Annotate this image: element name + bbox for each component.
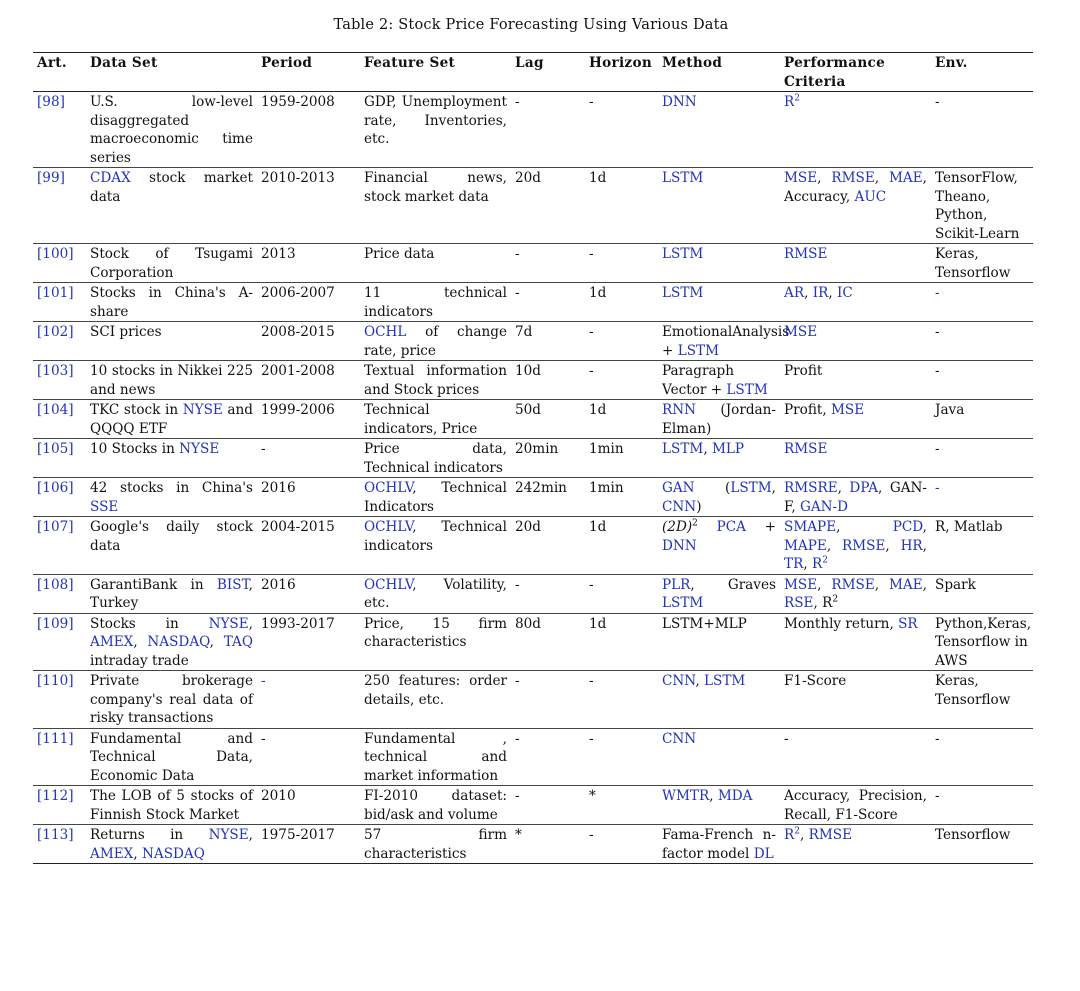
cell-method: LSTM xyxy=(658,283,780,322)
cell-performance: - xyxy=(780,728,931,786)
header-horizon: Horizon xyxy=(585,53,658,92)
cell-art[interactable]: [101] xyxy=(33,283,86,322)
cell-lag: * xyxy=(511,825,585,864)
cell-env: R, Matlab xyxy=(931,517,1033,575)
cell-period: 2010 xyxy=(257,786,360,825)
cell-dataset: 10 stocks in Nikkei 225 and news xyxy=(86,361,257,400)
cell-method: LSTM xyxy=(658,244,780,283)
cell-art[interactable]: [100] xyxy=(33,244,86,283)
cell-horizon: - xyxy=(585,322,658,361)
cell-features: Price data xyxy=(360,244,511,283)
cell-env: Keras, Tensorflow xyxy=(931,671,1033,729)
cell-lag: 20d xyxy=(511,168,585,244)
cell-features: 57 firm characteristics xyxy=(360,825,511,864)
cell-env: - xyxy=(931,322,1033,361)
cell-art[interactable]: [102] xyxy=(33,322,86,361)
cell-features: Price data, Technical indicators xyxy=(360,439,511,478)
cell-method: Paragraph Vector + LSTM xyxy=(658,361,780,400)
table-row xyxy=(33,728,1033,786)
cell-dataset: 10 Stocks in NYSE xyxy=(86,439,257,478)
cell-art[interactable]: [99] xyxy=(33,168,86,244)
cell-art[interactable]: [104] xyxy=(33,400,86,439)
cell-env: - xyxy=(931,361,1033,400)
cell-env: - xyxy=(931,728,1033,786)
cell-art[interactable]: [105] xyxy=(33,439,86,478)
cell-lag: - xyxy=(511,728,585,786)
cell-performance: MSE xyxy=(780,322,931,361)
cell-lag: - xyxy=(511,671,585,729)
cell-dataset: SCI prices xyxy=(86,322,257,361)
cell-period: 2016 xyxy=(257,574,360,613)
cell-period: 2004-2015 xyxy=(257,517,360,575)
cell-method: LSTM+MLP xyxy=(658,613,780,671)
cell-features: GDP, Unemployment rate, Inventories, etc. xyxy=(360,92,511,168)
cell-performance: SMAPE, PCD, MAPE, RMSE, HR, TR, $R^2$ xyxy=(780,517,931,575)
header-features: Feature Set xyxy=(360,53,511,92)
cell-features: 11 technical indicators xyxy=(360,283,511,322)
cell-env: Java xyxy=(931,400,1033,439)
cell-period: 2008-2015 xyxy=(257,322,360,361)
cell-method: CNN, LSTM xyxy=(658,671,780,729)
cell-lag: 7d xyxy=(511,322,585,361)
cell-env: Python,Keras, Tensorflow in AWS xyxy=(931,613,1033,671)
cell-performance: Profit xyxy=(780,361,931,400)
table-header-row xyxy=(33,53,1033,92)
cell-features: FI-2010 dataset: bid/ask and volume xyxy=(360,786,511,825)
cell-lag: 20min xyxy=(511,439,585,478)
cell-art[interactable]: [108] xyxy=(33,574,86,613)
table-row xyxy=(33,244,1033,283)
cell-period: - xyxy=(257,671,360,729)
cell-features: OCHLV, Technical indicators xyxy=(360,517,511,575)
table-row xyxy=(33,478,1033,517)
cell-performance: MSE, RMSE, MAE, Accuracy, AUC xyxy=(780,168,931,244)
cell-dataset: Stock of Tsugami Corporation xyxy=(86,244,257,283)
table-row xyxy=(33,574,1033,613)
cell-period: 1959-2008 xyxy=(257,92,360,168)
cell-method: Fama-French n-factor model DL xyxy=(658,825,780,864)
cell-period: 2013 xyxy=(257,244,360,283)
cell-performance: RMSE xyxy=(780,439,931,478)
cell-lag: 242min xyxy=(511,478,585,517)
cell-art[interactable]: [107] xyxy=(33,517,86,575)
cell-performance: $R^2$, RMSE xyxy=(780,825,931,864)
cell-period: - xyxy=(257,728,360,786)
cell-period: 2006-2007 xyxy=(257,283,360,322)
table-row xyxy=(33,671,1033,729)
cell-period: - xyxy=(257,439,360,478)
table-row xyxy=(33,439,1033,478)
cell-env: TensorFlow, Theano, Python, Scikit-Learn xyxy=(931,168,1033,244)
cell-env: - xyxy=(931,283,1033,322)
header-period: Period xyxy=(257,53,360,92)
cell-horizon: * xyxy=(585,786,658,825)
table-row xyxy=(33,786,1033,825)
cell-performance: Accuracy, Precision, Recall, F1-Score xyxy=(780,786,931,825)
cell-period: 1975-2017 xyxy=(257,825,360,864)
cell-performance: F1-Score xyxy=(780,671,931,729)
cell-lag: 80d xyxy=(511,613,585,671)
cell-lag: - xyxy=(511,283,585,322)
cell-method: WMTR, MDA xyxy=(658,786,780,825)
cell-horizon: - xyxy=(585,361,658,400)
cell-env: - xyxy=(931,92,1033,168)
cell-method: GAN (LSTM, CNN) xyxy=(658,478,780,517)
cell-lag: - xyxy=(511,244,585,283)
cell-method: LSTM xyxy=(658,168,780,244)
header-env: Env. xyxy=(931,53,1033,92)
cell-env: Spark xyxy=(931,574,1033,613)
header-dataset: Data Set xyxy=(86,53,257,92)
cell-features: OCHLV, Technical Indicators xyxy=(360,478,511,517)
cell-lag: - xyxy=(511,574,585,613)
table-row xyxy=(33,92,1033,168)
cell-horizon: - xyxy=(585,728,658,786)
cell-features: Technical indicators, Price xyxy=(360,400,511,439)
table-row xyxy=(33,168,1033,244)
cell-env: Keras, Tensorflow xyxy=(931,244,1033,283)
cell-horizon: - xyxy=(585,671,658,729)
cell-features: OCHL of change rate, price xyxy=(360,322,511,361)
cell-env: - xyxy=(931,786,1033,825)
cell-horizon: - xyxy=(585,825,658,864)
cell-method: RNN (Jordan-Elman) xyxy=(658,400,780,439)
header-art: Art. xyxy=(33,53,86,92)
cell-dataset: Private brokerage company's real data of risky transactions xyxy=(86,671,257,729)
cell-horizon: 1min xyxy=(585,478,658,517)
table-row xyxy=(33,613,1033,671)
table-caption: Table 2: Stock Price Forecasting Using Various Data xyxy=(333,17,729,33)
cell-horizon: 1d xyxy=(585,283,658,322)
header-performance: Performance Criteria xyxy=(780,53,931,92)
cell-dataset: TKC stock in NYSE and QQQQ ETF xyxy=(86,400,257,439)
stock-forecasting-table xyxy=(33,52,1033,864)
cell-art[interactable]: [109] xyxy=(33,613,86,671)
cell-period: 1993-2017 xyxy=(257,613,360,671)
cell-performance: RMSRE, DPA, GAN-F, GAN-D xyxy=(780,478,931,517)
table-row xyxy=(33,361,1033,400)
table-row xyxy=(33,825,1033,864)
cell-features: Textual information and Stock prices xyxy=(360,361,511,400)
cell-env: - xyxy=(931,439,1033,478)
cell-art[interactable]: [98] xyxy=(33,92,86,168)
cell-horizon: 1d xyxy=(585,613,658,671)
cell-method: EmotionalAnalysis + LSTM xyxy=(658,322,780,361)
table-row xyxy=(33,517,1033,575)
cell-horizon: 1d xyxy=(585,168,658,244)
cell-performance: AR, IR, IC xyxy=(780,283,931,322)
cell-period: 2010-2013 xyxy=(257,168,360,244)
header-method: Method xyxy=(658,53,780,92)
table-row xyxy=(33,322,1033,361)
cell-horizon: - xyxy=(585,92,658,168)
cell-lag: 50d xyxy=(511,400,585,439)
cell-horizon: 1min xyxy=(585,439,658,478)
cell-dataset: 42 stocks in China's SSE xyxy=(86,478,257,517)
cell-method: CNN xyxy=(658,728,780,786)
cell-features: 250 features: order details, etc. xyxy=(360,671,511,729)
cell-art[interactable]: [106] xyxy=(33,478,86,517)
cell-dataset: Google's daily stock data xyxy=(86,517,257,575)
cell-method: $(2D)^2$ PCA + DNN xyxy=(658,517,780,575)
cell-performance: MSE, RMSE, MAE, RSE, $R^2$ xyxy=(780,574,931,613)
cell-performance: $R^2$ xyxy=(780,92,931,168)
cell-features: Financial news, stock market data xyxy=(360,168,511,244)
cell-art[interactable]: [113] xyxy=(33,825,86,864)
cell-dataset: U.S. low-level disaggregated macroeconomic time series xyxy=(86,92,257,168)
table-row xyxy=(33,400,1033,439)
cell-dataset: CDAX stock market data xyxy=(86,168,257,244)
cell-horizon: - xyxy=(585,244,658,283)
cell-lag: - xyxy=(511,92,585,168)
cell-lag: - xyxy=(511,786,585,825)
header-lag: Lag xyxy=(511,53,585,92)
cell-features: Price, 15 firm characteristics xyxy=(360,613,511,671)
cell-lag: 10d xyxy=(511,361,585,400)
cell-art[interactable]: [112] xyxy=(33,786,86,825)
cell-period: 2016 xyxy=(257,478,360,517)
cell-features: Fundamental , technical and market information xyxy=(360,728,511,786)
cell-dataset: GarantiBank in BIST, Turkey xyxy=(86,574,257,613)
cell-horizon: - xyxy=(585,574,658,613)
cell-env: Tensorflow xyxy=(931,825,1033,864)
cell-art[interactable]: [103] xyxy=(33,361,86,400)
cell-dataset: Stocks in NYSE, AMEX, NASDAQ, TAQ intraday trade xyxy=(86,613,257,671)
cell-horizon: 1d xyxy=(585,400,658,439)
cell-dataset: Stocks in China's A-share xyxy=(86,283,257,322)
cell-lag: 20d xyxy=(511,517,585,575)
cell-method: LSTM, MLP xyxy=(658,439,780,478)
cell-period: 2001-2008 xyxy=(257,361,360,400)
table-row xyxy=(33,283,1033,322)
cell-dataset: Fundamental and Technical Data, Economic Data xyxy=(86,728,257,786)
cell-method: DNN xyxy=(658,92,780,168)
cell-method: PLR, Graves LSTM xyxy=(658,574,780,613)
cell-performance: RMSE xyxy=(780,244,931,283)
cell-art[interactable]: [111] xyxy=(33,728,86,786)
cell-features: OCHLV, Volatility, etc. xyxy=(360,574,511,613)
cell-performance: Monthly return, SR xyxy=(780,613,931,671)
table-body xyxy=(33,92,1033,864)
cell-art[interactable]: [110] xyxy=(33,671,86,729)
cell-performance: Profit, MSE xyxy=(780,400,931,439)
cell-dataset: The LOB of 5 stocks of Finnish Stock Market xyxy=(86,786,257,825)
cell-horizon: 1d xyxy=(585,517,658,575)
cell-env: - xyxy=(931,478,1033,517)
cell-dataset: Returns in NYSE, AMEX, NASDAQ xyxy=(86,825,257,864)
cell-period: 1999-2006 xyxy=(257,400,360,439)
